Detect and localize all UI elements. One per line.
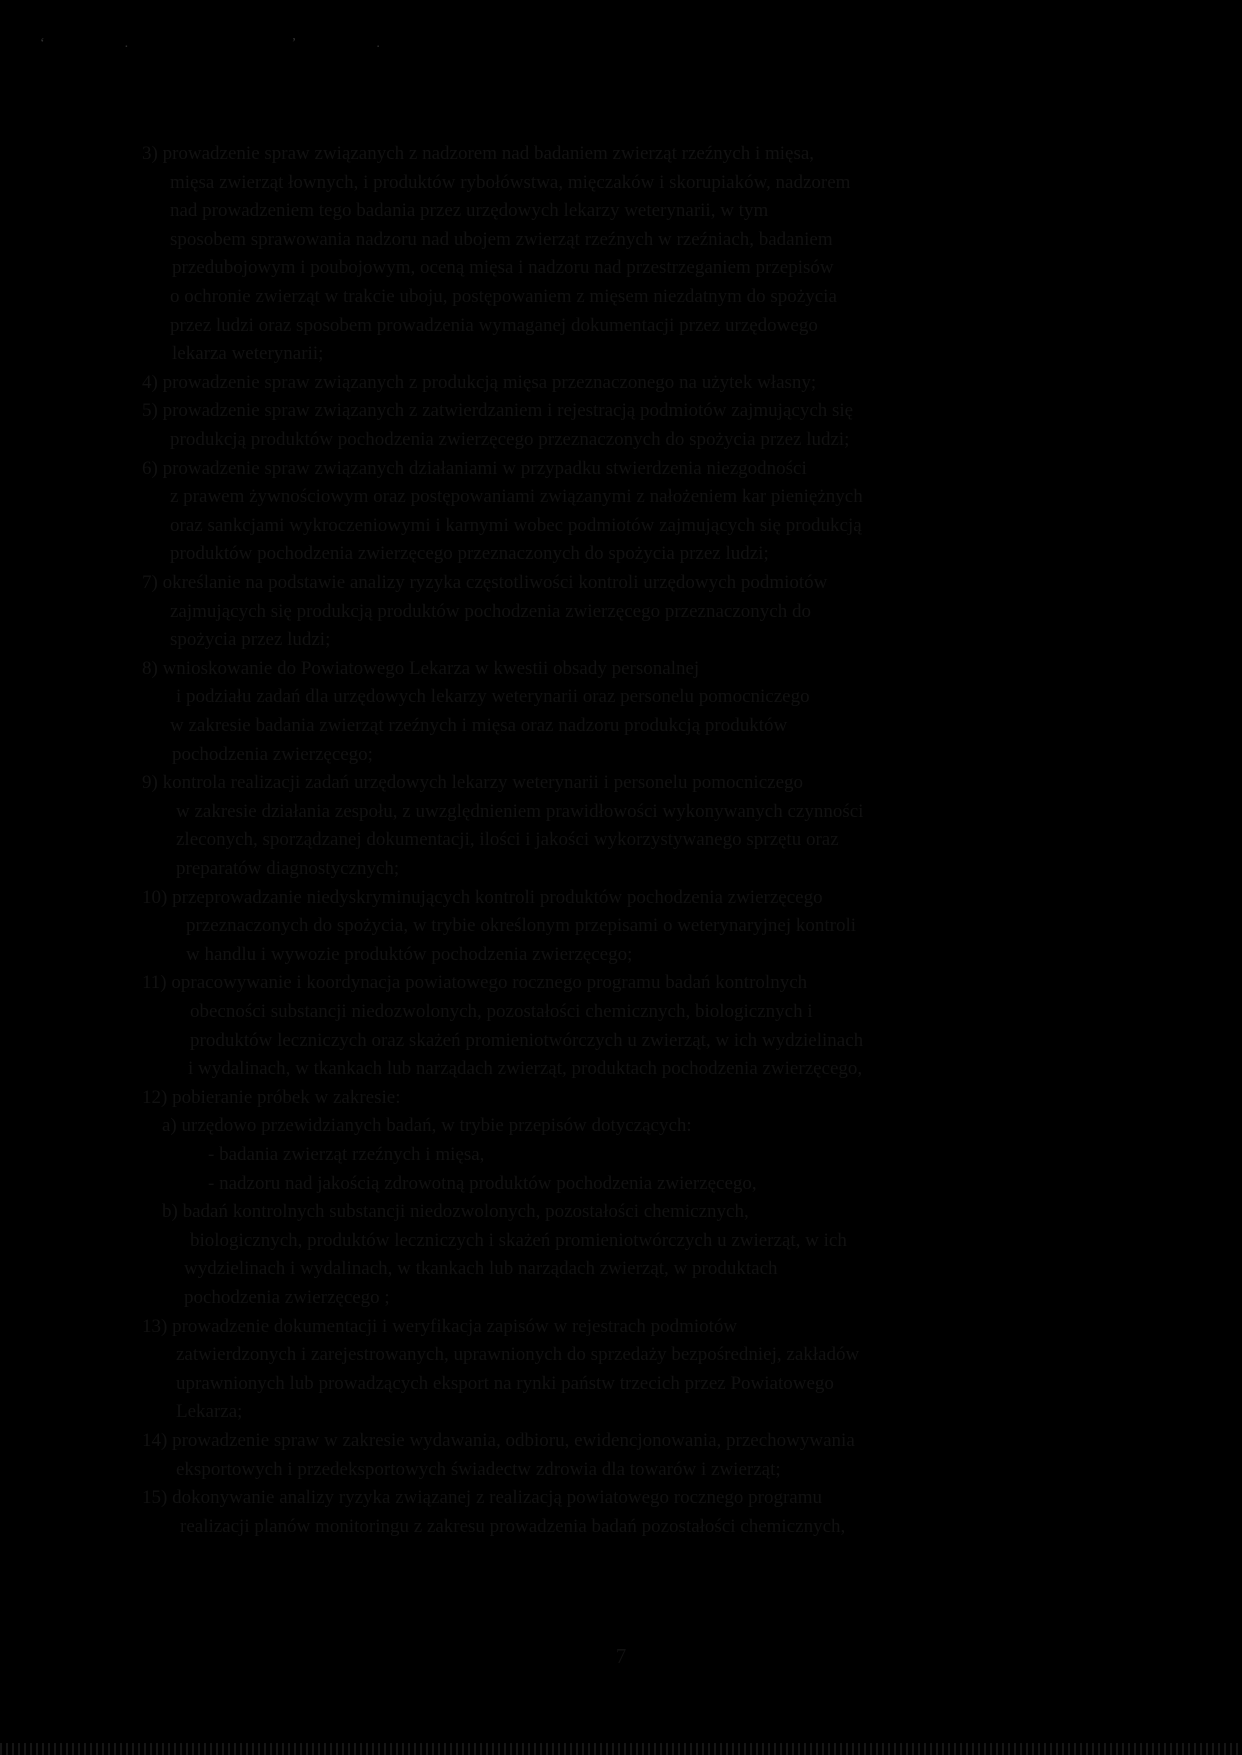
text-line: nad prowadzeniem tego badania przez urzędowych lekarzy weterynarii, w tym [170, 200, 769, 222]
text-line: 13) prowadzenie dokumentacji i weryfikacja zapisów w rejestrach podmiotów [142, 1315, 738, 1337]
text-line: 10) przeprowadzanie niedyskryminujących kontroli produktów pochodzenia zwierzęcego [142, 886, 823, 908]
text-line: oraz sankcjami wykroczeniowymi i karnymi wobec podmiotów zajmujących się produkcją [170, 514, 862, 536]
text-line: realizacji planów monitoringu z zakresu prowadzenia badań pozostałości chemicznych, [180, 1515, 846, 1537]
text-line: Lekarza; [176, 1401, 243, 1423]
text-line: eksportowych i przedeksportowych świadectw zdrowia dla towarów i zwierząt; [176, 1458, 781, 1480]
text-line: zatwierdzonych i zarejestrowanych, uprawnionych do sprzedaży bezpośredniej, zakładów [176, 1344, 860, 1366]
text-line: produkcją produktów pochodzenia zwierzęcego przeznaczonych do spożycia przez ludzi; [170, 429, 850, 450]
text-line: 11) opracowywanie i koordynacja powiatowego rocznego programu badań kontrolnych [142, 972, 808, 994]
text-line: w zakresie działania zespołu, z uwzględnieniem prawidłowości wykonywanych czynności [176, 800, 864, 822]
text-line: 8) wnioskowanie do Powiatowego Lekarza w kwestii obsady personalnej [142, 657, 700, 679]
text-line: - nadzoru nad jakością zdrowotną produktów pochodzenia zwierzęcego, [208, 1172, 757, 1194]
text-line: sposobem sprawowania nadzoru nad ubojem zwierząt rzeźnych w rzeźniach, badaniem [170, 228, 833, 250]
text-line: przez ludzi oraz sposobem prowadzenia wymaganej dokumentacji przez urzędowego [170, 314, 818, 336]
text-line: w zakresie badania zwierząt rzeźnych i mięsa oraz nadzoru produkcją produktów [170, 715, 788, 736]
text-line: 3) prowadzenie spraw związanych z nadzorem nad badaniem zwierząt rzeźnych i mięsa, [142, 143, 815, 164]
text-line: biologicznych, produktów leczniczych i skażeń promieniotwórczych u zwierząt, w ich [190, 1229, 847, 1251]
text-line: pochodzenia zwierzęcego; [172, 743, 373, 765]
text-line: 14) prowadzenie spraw w zakresie wydawania, odbioru, ewidencjonowania, przechowywania [142, 1430, 855, 1451]
text-line: pochodzenia zwierzęcego ; [184, 1287, 390, 1308]
text-line: lekarza weterynarii; [172, 343, 324, 365]
text-line: wydzielinach i wydalinach, w tkankach lub narządach zwierząt, w produktach [184, 1258, 778, 1280]
text-line: b) badań kontrolnych substancji niedozwolonych, pozostałości chemicznych, [162, 1201, 749, 1223]
text-line: przedubojowym i poubojowym, oceną mięsa i nadzoru nad przestrzeganiem przepisów [172, 257, 834, 279]
text-line: zajmujących się produkcją produktów pochodzenia zwierzęcego przeznaczonych do [170, 600, 811, 622]
scan-marks: ‘. ’. [40, 36, 460, 51]
text-line: 7) określanie na podstawie analizy ryzyka częstotliwości kontroli urzędowych podmiotów [142, 572, 828, 593]
text-line: 15) dokonywanie analizy ryzyka związanej z realizacją powiatowego rocznego programu [142, 1487, 822, 1509]
text-line: o ochronie zwierząt w trakcie uboju, postępowaniem z mięsem niezdatnym do spożycia [170, 286, 837, 307]
text-line: 5) prowadzenie spraw związanych z zatwierdzaniem i rejestracją podmiotów zajmujących się [142, 400, 854, 422]
text-line: zleconych, sporządzanej dokumentacji, ilości i jakości wykorzystywanego sprzętu oraz [176, 829, 839, 851]
text-line: z prawem żywnościowym oraz postępowaniami związanymi z nałożeniem kar pieniężnych [170, 486, 863, 508]
text-line: a) urzędowo przewidzianych badań, w trybie przepisów dotyczących: [162, 1115, 692, 1137]
text-line: obecności substancji niedozwolonych, pozostałości chemicznych, biologicznych i [190, 1001, 813, 1022]
text-line: 9) kontrola realizacji zadań urzędowych lekarzy weterynarii i personelu pomocniczego [142, 772, 804, 794]
text-line: mięsa zwierząt łownych, i produktów rybołówstwa, mięczaków i skorupiaków, nadzorem [170, 171, 851, 193]
text-line: 12) pobieranie próbek w zakresie: [142, 1086, 401, 1108]
text-line: 4) prowadzenie spraw związanych z produkcją mięsa przeznaczonego na użytek własny; [142, 371, 817, 393]
page-number: 7 [615, 1644, 627, 1668]
text-line: - badania zwierząt rzeźnych i mięsa, [208, 1144, 485, 1165]
text-line: w handlu i wywozie produktów pochodzenia zwierzęcego; [186, 943, 633, 965]
text-line: i wydalinach, w tkankach lub narządach zwierząt, produktach pochodzenia zwierzęcego, [188, 1058, 863, 1080]
text-line: 6) prowadzenie spraw związanych działaniami w przypadku stwierdzenia niezgodności [142, 457, 807, 479]
text-line: produktów pochodzenia zwierzęcego przeznaczonych do spożycia przez ludzi; [170, 543, 769, 565]
text-line: i podziału zadań dla urzędowych lekarzy weterynarii oraz personelu pomocniczego [176, 686, 810, 708]
text-line: spożycia przez ludzi; [170, 629, 331, 651]
text-line: uprawnionych lub prowadzących eksport na rynki państw trzecich przez Powiatowego [176, 1372, 834, 1394]
text-line: preparatów diagnostycznych; [176, 858, 400, 879]
text-line: produktów leczniczych oraz skażeń promieniotwórczych u zwierząt, w ich wydzielinach [190, 1029, 864, 1051]
text-line: przeznaczonych do spożycia, w trybie określonym przepisami o weterynaryjnej kontroli [186, 915, 857, 937]
